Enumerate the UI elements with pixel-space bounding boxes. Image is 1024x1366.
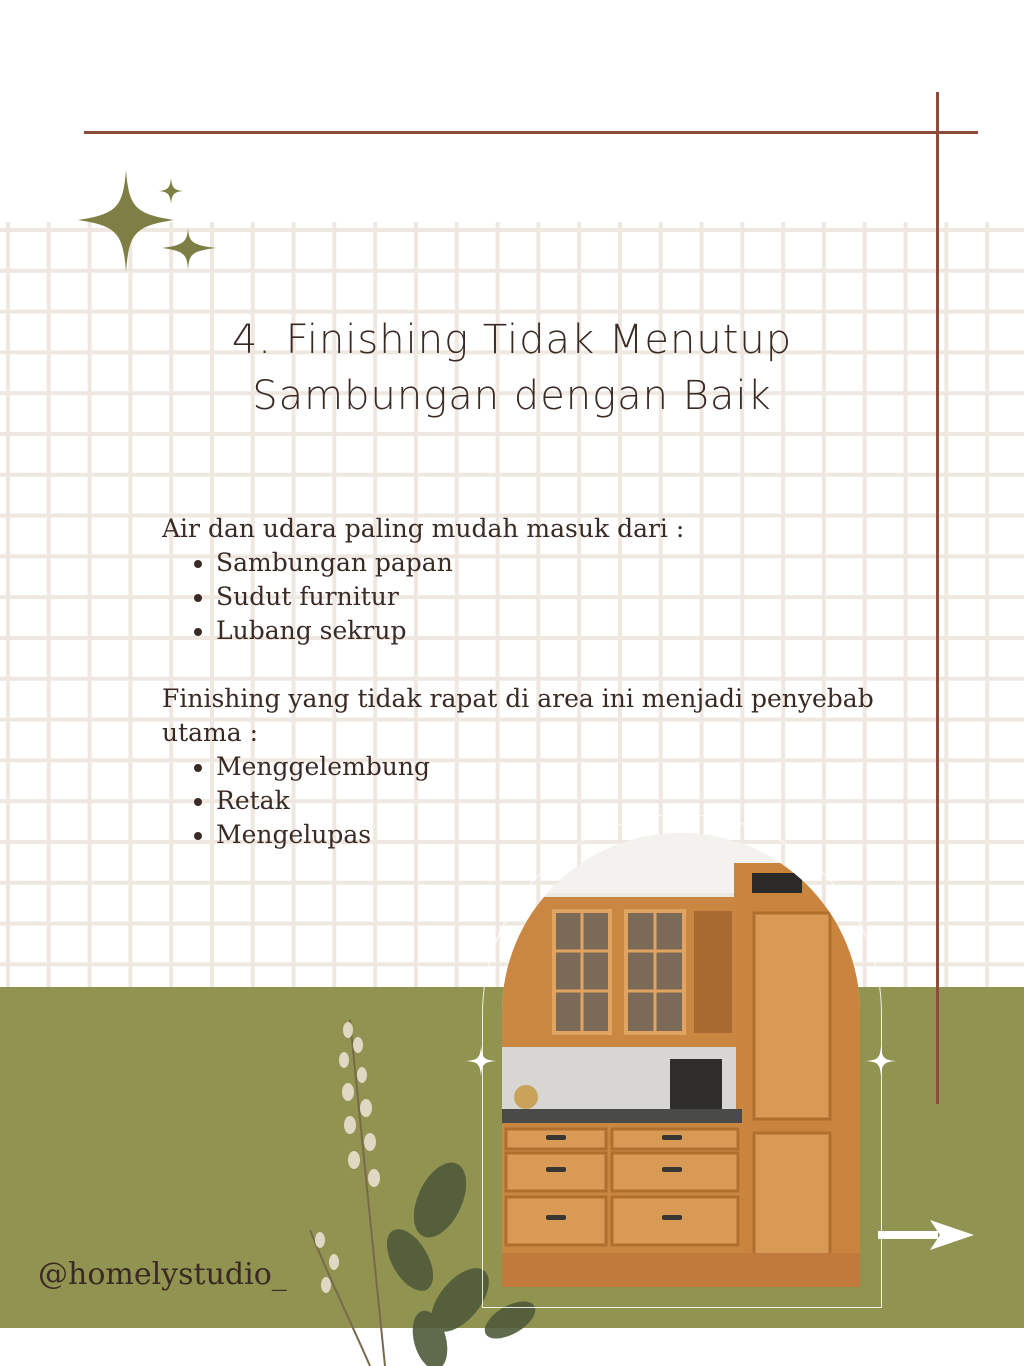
list-item: • Sudut furnitur bbox=[216, 580, 882, 614]
body-content bbox=[162, 512, 882, 852]
sparkle-icon bbox=[466, 1046, 496, 1076]
kitchen-photo bbox=[502, 833, 860, 1287]
page-title bbox=[140, 312, 884, 424]
intro-text-2: Finishing yang tidak rapat di area ini menjadi penyebab utama : bbox=[162, 684, 874, 747]
list-item: • Sambungan papan bbox=[216, 546, 882, 580]
sparkle-icon bbox=[70, 168, 230, 288]
title-line-1: 4. Finishing Tidak Menutup bbox=[231, 317, 793, 363]
social-handle: @homelystudio_ bbox=[38, 1257, 287, 1292]
decorative-horizontal-line bbox=[84, 131, 978, 134]
intro-text-1: Air dan udara paling mudah masuk dari : bbox=[162, 514, 685, 543]
arrow-right-icon[interactable] bbox=[876, 1220, 976, 1250]
list-item: • Menggelembung bbox=[216, 750, 882, 784]
list-item: • Retak bbox=[216, 784, 882, 818]
list-item: • Mengelupas bbox=[216, 818, 882, 852]
entry-points-list bbox=[162, 546, 882, 648]
decorative-vertical-line bbox=[936, 92, 939, 1104]
list-item: • Lubang sekrup bbox=[216, 614, 882, 648]
sparkle-icon bbox=[866, 1046, 896, 1076]
title-line-2: Sambungan dengan Baik bbox=[252, 373, 772, 419]
